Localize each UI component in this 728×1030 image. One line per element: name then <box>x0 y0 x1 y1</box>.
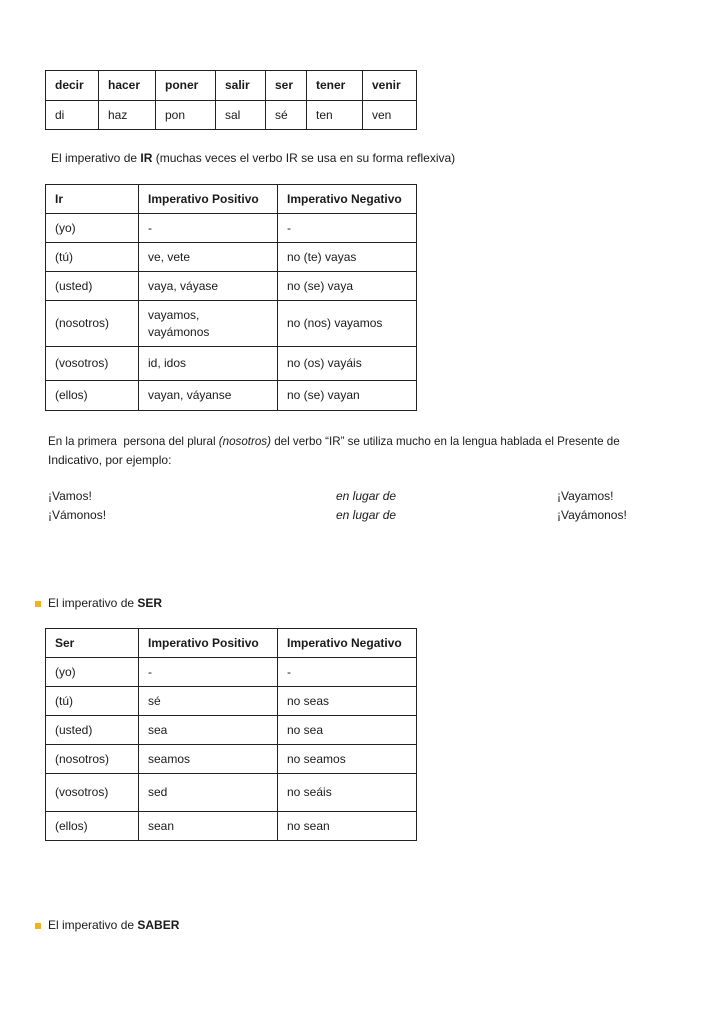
bullet-icon <box>35 601 41 607</box>
ir-intro-prefix: El imperativo de <box>51 151 141 165</box>
table-cell: - <box>139 214 278 243</box>
example-right: ¡Vayamos! <box>557 489 614 503</box>
table-cell: no seamos <box>278 745 417 774</box>
table-cell: (nosotros) <box>46 301 139 347</box>
table-cell: no (nos) vayamos <box>278 301 417 347</box>
table-cell: (usted) <box>46 272 139 301</box>
table-header-cell: tener <box>307 71 363 101</box>
table-row <box>46 214 417 243</box>
table-cell: (yo) <box>46 658 139 687</box>
table-cell: (ellos) <box>46 812 139 841</box>
table-cell: no (os) vayáis <box>278 347 417 381</box>
table-cell <box>139 301 278 347</box>
table-cell: (vosotros) <box>46 774 139 812</box>
cell-line: vayamos, <box>148 307 200 322</box>
plural-note-prefix: En la primera persona del plural <box>48 435 219 448</box>
table-cell: ve, vete <box>139 243 278 272</box>
table-cell: vaya, váyase <box>139 272 278 301</box>
table-header-cell: Ir <box>46 185 139 214</box>
table-header-cell: Imperativo Negativo <box>278 629 417 658</box>
ir-intro-bold: IR <box>140 151 153 165</box>
table-cell: (nosotros) <box>46 745 139 774</box>
table-cell: sé <box>266 101 307 130</box>
table-cell: (yo) <box>46 214 139 243</box>
table-cell: id, idos <box>139 347 278 381</box>
example-left: ¡Vamos! <box>48 489 92 503</box>
ser-heading-bold: SER <box>137 596 163 610</box>
saber-heading <box>48 916 179 934</box>
table-cell: no seáis <box>278 774 417 812</box>
table-row <box>46 687 417 716</box>
irregular-imperative-table <box>45 70 417 130</box>
cell-line: vayámonos <box>148 324 210 339</box>
plural-note-italic: (nosotros) <box>218 435 271 448</box>
table-row <box>46 301 417 347</box>
saber-heading-prefix: El imperativo de <box>48 918 138 932</box>
table-row <box>46 185 417 214</box>
example-right: ¡Vayámonos! <box>557 508 627 522</box>
table-cell: (tú) <box>46 687 139 716</box>
table-cell: vayan, váyanse <box>139 381 278 411</box>
table-cell: pon <box>156 101 216 130</box>
table-cell: sea <box>139 716 278 745</box>
table-cell: (tú) <box>46 243 139 272</box>
table-cell: seamos <box>139 745 278 774</box>
table-header-cell: Ser <box>46 629 139 658</box>
table-row <box>46 243 417 272</box>
table-header-cell: decir <box>46 71 99 101</box>
example-middle: en lugar de <box>336 489 397 503</box>
table-cell: no seas <box>278 687 417 716</box>
table-cell: sean <box>139 812 278 841</box>
ser-imperative-table <box>45 628 417 841</box>
table-row <box>46 716 417 745</box>
table-header-cell: poner <box>156 71 216 101</box>
table-header-cell: Imperativo Negativo <box>278 185 417 214</box>
table-row <box>46 629 417 658</box>
table-cell: - <box>278 658 417 687</box>
table-cell: di <box>46 101 99 130</box>
ser-heading <box>48 594 162 612</box>
table-cell: no (te) vayas <box>278 243 417 272</box>
table-cell: sal <box>216 101 266 130</box>
plural-note-line-1 <box>48 433 620 451</box>
table-header-cell: ser <box>266 71 307 101</box>
table-header-cell: venir <box>363 71 417 101</box>
table-header-cell: hacer <box>99 71 156 101</box>
table-cell: ten <box>307 101 363 130</box>
table-cell: - <box>139 658 278 687</box>
table-cell: ven <box>363 101 417 130</box>
table-row <box>46 658 417 687</box>
table-cell: no (se) vayan <box>278 381 417 411</box>
table-row <box>46 101 417 130</box>
saber-heading-bold: SABER <box>137 918 180 932</box>
table-header-cell: salir <box>216 71 266 101</box>
table-row <box>46 774 417 812</box>
table-cell: sé <box>139 687 278 716</box>
table-cell: no (se) vaya <box>278 272 417 301</box>
ir-intro-suffix: (muchas veces el verbo IR se usa en su forma reflexiva) <box>152 151 456 165</box>
table-row <box>46 812 417 841</box>
table-row <box>46 71 417 101</box>
ser-heading-prefix: El imperativo de <box>48 596 138 610</box>
table-cell: haz <box>99 101 156 130</box>
bullet-icon <box>35 923 41 929</box>
ir-intro-text <box>51 149 455 167</box>
table-header-cell: Imperativo Positivo <box>139 629 278 658</box>
table-cell: sed <box>139 774 278 812</box>
ir-imperative-table <box>45 184 417 411</box>
table-header-cell: Imperativo Positivo <box>139 185 278 214</box>
table-row <box>46 272 417 301</box>
table-cell: (ellos) <box>46 381 139 411</box>
plural-note-suffix: del verbo “IR” se utiliza mucho en la lengua hablada el Presente de <box>270 435 620 448</box>
table-cell: no sean <box>278 812 417 841</box>
table-row <box>46 381 417 411</box>
example-left: ¡Vámonos! <box>48 508 107 522</box>
table-cell: - <box>278 214 417 243</box>
table-row <box>46 745 417 774</box>
plural-note-line-2: Indicativo, por ejemplo: <box>48 453 172 467</box>
example-middle: en lugar de <box>336 508 397 522</box>
table-cell: (usted) <box>46 716 139 745</box>
table-cell: (vosotros) <box>46 347 139 381</box>
table-cell: no sea <box>278 716 417 745</box>
table-row <box>46 347 417 381</box>
